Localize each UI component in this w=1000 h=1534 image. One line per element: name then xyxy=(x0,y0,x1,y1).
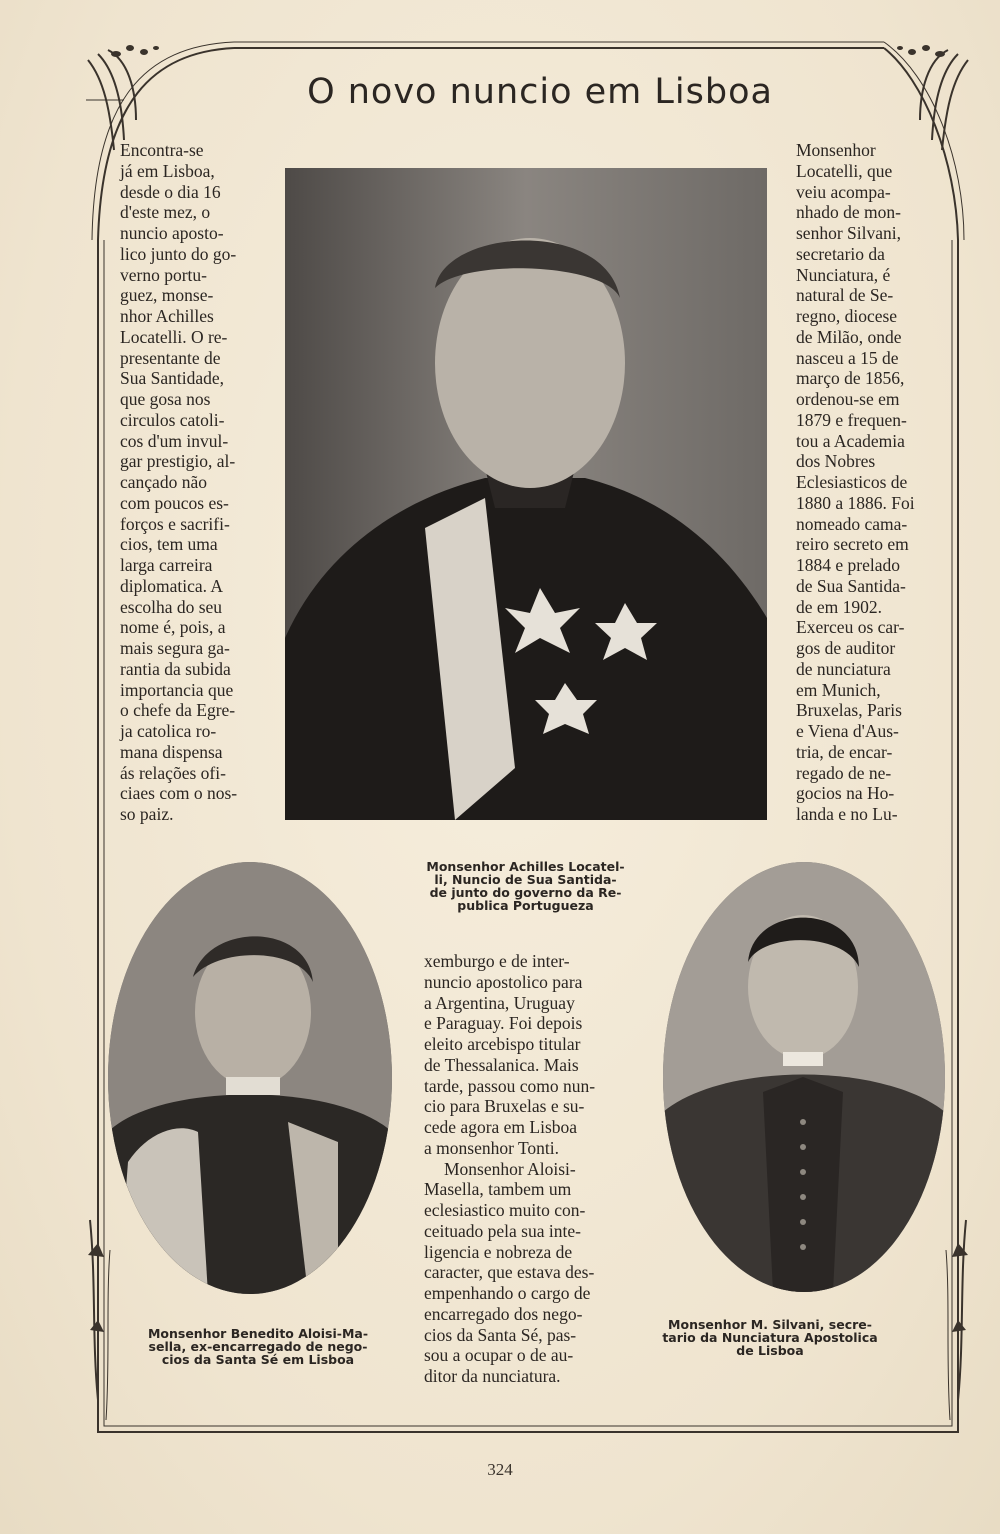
center-text-column xyxy=(424,951,627,1387)
caption-aloisi-masella: Monsenhor Benedito Aloisi-Ma- sella, ex-encarregado de nego- cios da Santa Sé em Lisboa xyxy=(147,1326,369,1367)
center-paragraph-2: Monsenhor Aloisi- Masella, tambem um eclesiastico muito con- ceituado pela sua inte- ligencia e nobreza de caracter, que estava des- empenhando o cargo de encarregado dos nego- cios da Santa Sé, pas- sou a ocupar o de au- ditor da nunciatura. xyxy=(424,1158,595,1386)
portrait-locatelli xyxy=(285,168,767,820)
portrait-silvani-image xyxy=(663,862,945,1292)
portrait-silvani xyxy=(663,862,945,1292)
caption-silvani: Monsenhor M. Silvani, secre- tario da Nunciatura Apostolica de Lisboa xyxy=(662,1317,878,1358)
page-number: 324 xyxy=(487,1460,513,1479)
article-title: O novo nuncio em Lisboa xyxy=(307,72,773,112)
portrait-locatelli-image xyxy=(285,168,767,820)
right-text-column xyxy=(796,140,934,825)
caption-locatelli: Monsenhor Achilles Locatel- li, Nuncio de Sua Santida- de junto do governo da Re- publica Portugueza xyxy=(426,859,625,913)
portrait-aloisi-masella-image xyxy=(108,862,392,1294)
right-paragraph: Monsenhor Locatelli, que veiu acompa- nhado de mon- senhor Silvani, secretario da Nunciatura, é natural de Se- regno, diocese de Milão, onde nasceu a 15 de março de 1856, ordenou-se em 1879 e frequen- tou a Academia dos Nobres Eclesiasticos de 1880 a 1886. Foi nomeado cama- reiro secreto em 1884 e prelado de Sua Santida- de em 1902. Exerceu os car- gos de auditor de nunciatura em Munich, Bruxelas, Paris e Viena d'Aus- tria, de encar- regado de ne- gocios na Ho- landa e no Lu- xyxy=(796,140,915,824)
portrait-aloisi-masella xyxy=(108,862,392,1294)
left-paragraph: Encontra-se já em Lisboa, desde o dia 16 d'este mez, o nuncio aposto- lico junto do go- verno portu- guez, monse- nhor Achilles Locatelli. O re- presentante de Sua Santidade, que gosa nos circulos catoli- cos d'um invul- gar prestigio, al- cançado não com poucos es- forços e sacrifi- cios, tem uma larga carreira diplomatica. A escolha do seu nome é, pois, a mais segura ga- rantia da subida importancia que o chefe da Egre- ja catolica ro- mana dispensa ás relações ofi- ciaes com o nos- so paiz. xyxy=(120,140,238,824)
center-paragraph-1: xemburgo e de inter- nuncio apostolico para a Argentina, Uruguay e Paraguay. Foi depois eleito arcebispo titular de Thessalanica. Mais tarde, passou como nun- cio para Bruxelas e su- cede agora em Lisboa a monsenhor Tonti. xyxy=(424,951,596,1158)
left-text-column xyxy=(120,140,256,825)
